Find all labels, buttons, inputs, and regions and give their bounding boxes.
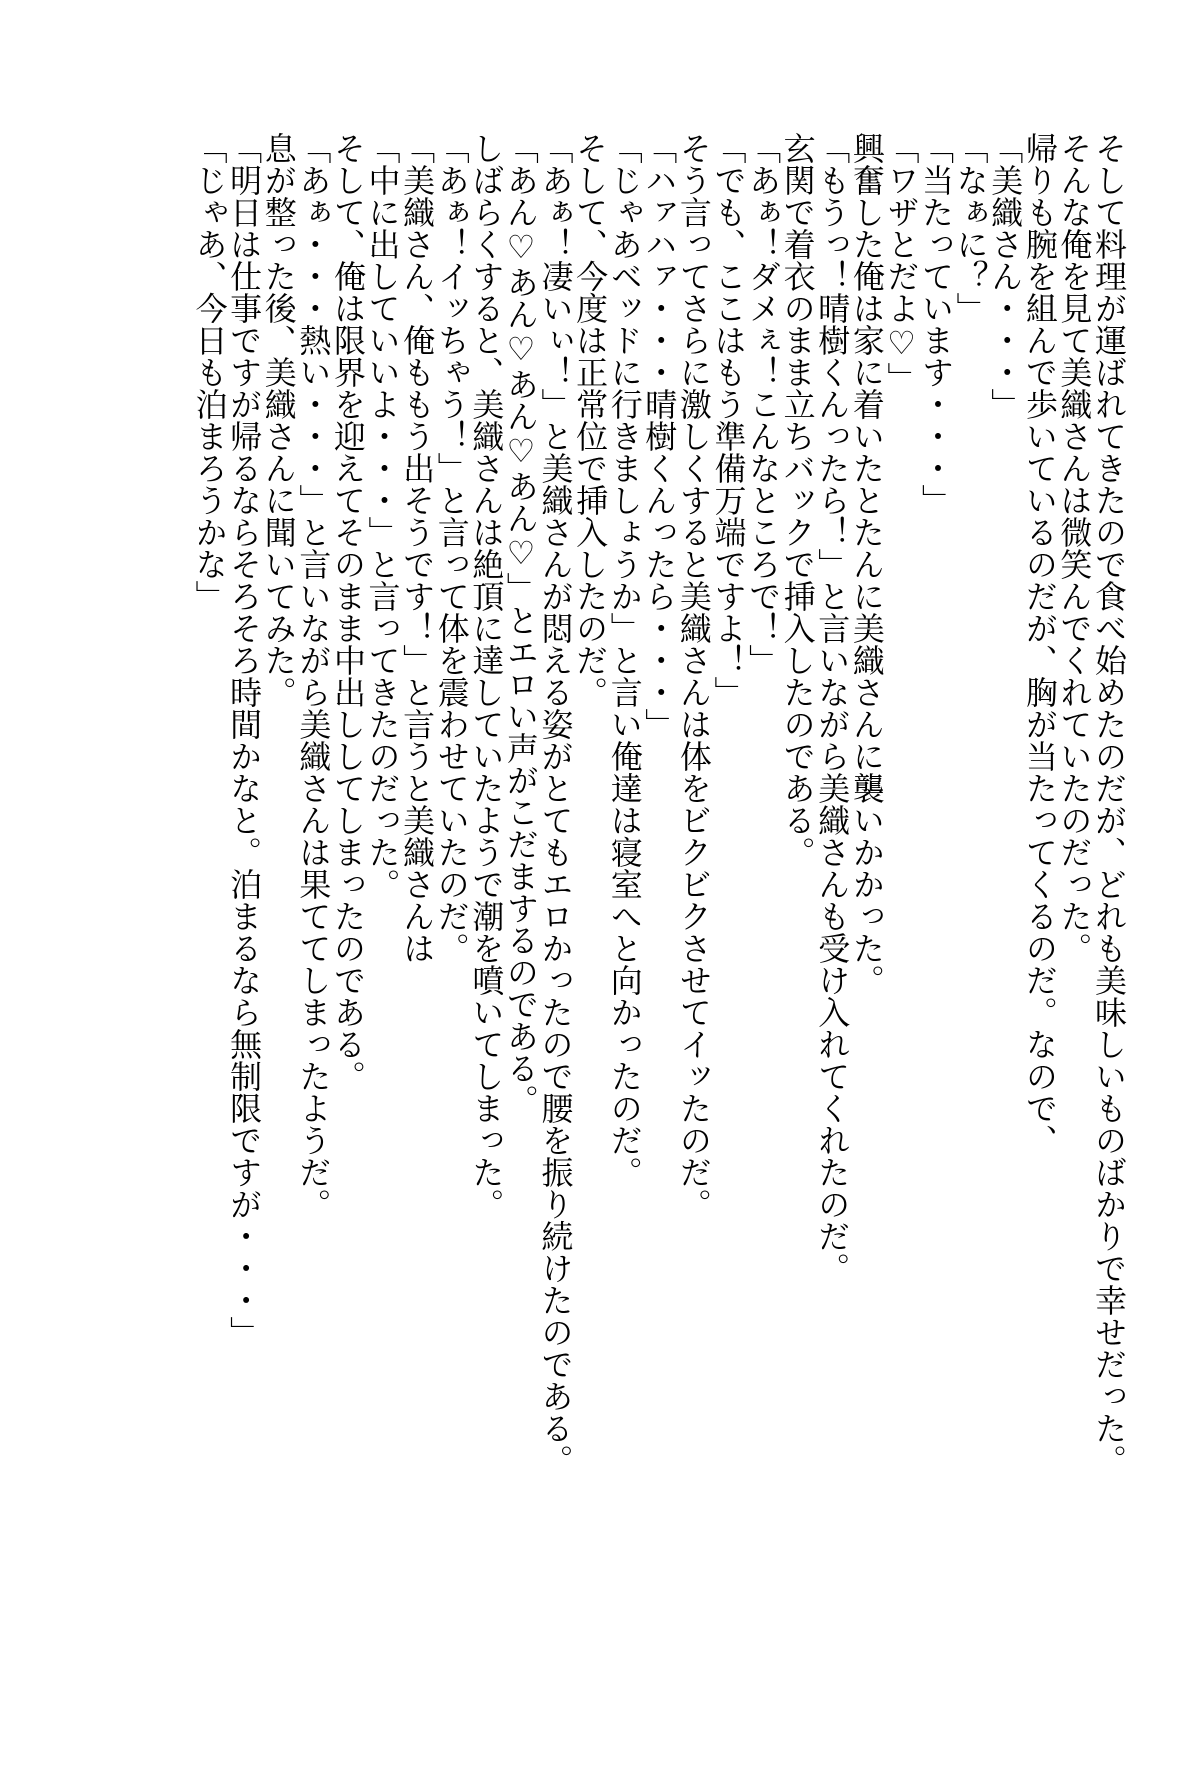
text-line: 興奮した俺は家に着いたとたんに美織さんに襲いかかった。 [847, 132, 886, 996]
text-line: そう言ってさらに激しくすると美織さんは体をビクビクさせてイッたのだ。 [674, 132, 713, 1220]
text-line: 「中に出していいよ・・・」と言ってきたのだった。 [363, 132, 402, 900]
text-line: 「じゃあベッドに行きましょうか」と言い俺達は寝室へと向かったのだ。 [605, 132, 644, 1188]
text-line: 「美織さん、俺ももう出そうです！」と言うと美織さんは [398, 132, 437, 964]
text-line: 「ハァハァ・・・晴樹くんったら・・・」 [640, 132, 679, 740]
text-line: そして料理が運ばれてきたので食べ始めたのだが、どれも美味しいものばかりで幸せだった。 [1090, 132, 1128, 1476]
text-line: 「あぁ！凄いぃ！」と美織さんが悶える姿がとてもエロかったので腰を振り続けたのである。 [536, 132, 575, 1476]
text-line: 「あぁ！イッちゃう！」と言って体を震わせていたのだ。 [432, 132, 471, 964]
text-line: 「でも、ここはもう準備万端ですよ！」 [709, 132, 748, 708]
text-line: 「もうっ！晴樹くんったら！」と言いながら美織さんも受け入れてくれたのだ。 [813, 132, 852, 1284]
text-line: 「なぁに？」 [951, 132, 990, 324]
text-line: 息が整った後、美織さんに聞いてみた。 [259, 132, 298, 708]
text-line: 帰りも腕を組んで歩いているのだが、胸が当たってくるのだ。なので、 [1020, 132, 1059, 1156]
text-line: 玄関で着衣のまま立ちバックで挿入したのである。 [778, 132, 817, 868]
text-line: 「ワザとだよ♡」 [882, 132, 921, 394]
text-line: そんな俺を見て美織さんは微笑んでくれていたのだった。 [1055, 132, 1094, 964]
text-line: しばらくすると、美織さんは絶頂に達していたようで潮を噴いてしまった。 [467, 132, 506, 1220]
text-line: 「あぁ・・・熱い・・・」と言いながら美織さんは果ててしまったようだ。 [294, 132, 333, 1220]
text-line: 「あん♡あん♡あん♡あん♡」とエロい声がこだまするのである。 [501, 132, 540, 1116]
vertical-text-column-block [192, 132, 1126, 1492]
text-line: 「美織さん・・・」 [986, 132, 1025, 420]
text-line: 「明日は仕事ですが帰るならそろそろ時間かなと。泊まるなら無制限ですが・・・」 [225, 132, 264, 1348]
text-line: 「あぁ！ダメぇ！こんなところで！」 [744, 132, 783, 676]
text-line: そして、俺は限界を迎えてそのまま中出ししてしまったのである。 [328, 132, 367, 1092]
text-line: 「当たっています・・・」 [917, 132, 956, 516]
text-line: そして、今度は正常位で挿入したのだ。 [571, 132, 610, 708]
text-line: 「じゃあ、今日も泊まろうかな」 [190, 132, 229, 612]
